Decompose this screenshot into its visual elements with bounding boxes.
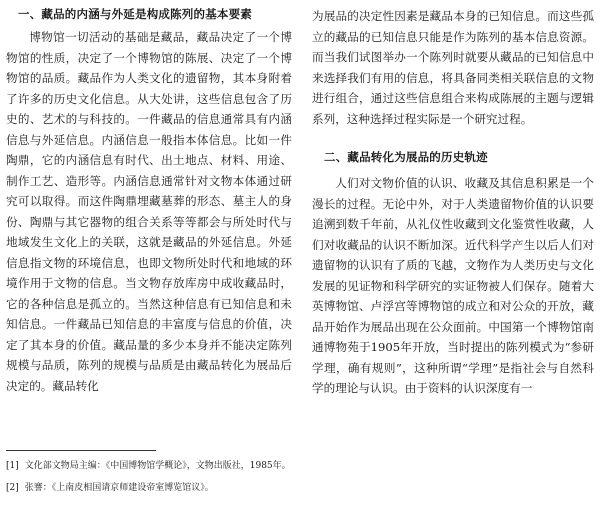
footnote-divider bbox=[6, 450, 156, 451]
footnote-text: 张謇：《上南皮相国请京师建设帝室博览馆议》。 bbox=[24, 483, 214, 493]
footnote-1 bbox=[6, 459, 291, 473]
right-column bbox=[312, 6, 594, 399]
section-heading-1: 一、藏品的内涵与外延是构成陈列的基本要素 bbox=[18, 7, 252, 21]
footnote-mark: [1] bbox=[6, 461, 19, 471]
body-paragraph-continuation: 为展品的决定性因素是藏品本身的已知信息。而这些孤立的藏品的已知信息只能是作为陈列的基本信息资源。而当我们试图举办一个陈列时就要从藏品的已知信息中来选择我们有用的信息，将具备同类相关联信息的文物进行组合，通过这些信息组合来构成陈展的主题与逻辑系列，这种选择过程实际是一个研究过程。 bbox=[312, 9, 594, 126]
body-paragraph-2: 人们对文物价值的认识、收藏及其信息积累是一个漫长的过程。无论中外，对于人类遗留物价值的认识要追溯到数千年前，从礼仪性收藏到文化鉴赏性收藏，人们对收藏品的认识不断加深。近代科学产生以后人们对遗留物的认识有了质的飞越，文物作为人类历史与文化发展的见证物和科学研究的实证物被人们保存。随着大英博物馆、卢浮宫等博物馆的成立和对公众的开放，藏品开始作为展品出现在公众面前。中国第一个博物馆南通博物苑于1905年开放，当时提出的陈列模式为“参研学理，确有规则”，这种所谓“学理”是指社会与自然科学的理论与认识。由于资料的认识深度有一 bbox=[312, 176, 594, 395]
left-column bbox=[6, 6, 292, 396]
body-paragraph-1: 博物馆一切活动的基础是藏品，藏品决定了一个博物馆的性质，决定了一个博物馆的陈展、决定了一个博物馆的品质。藏品作为人类文化的遗留物，其本身附着了许多的历史文化信息。从大处讲，这些信息包含了历史的、艺术的与科技的。一件藏品的信息通常具有内涵信息与外延信息。内涵信息一般指本体信息。比如一件陶鼎，它的内涵信息有时代、出土地点、材料、用途、制作工艺、造形等。内涵信息通常针对文物本体通过研究可以取得。而这件陶鼎埋藏墓葬的形态、墓主人的身份、陶鼎与其它器物的组合关系等等都会与所处时代与地域发生文化上的关联，这就是藏品的外延信息。外延信息指文物的环境信息，也即文物所处时代和地域的环境作用于文物的信息。当文物存放库房中成收藏品时，它的各种信息是孤立的。当然这种信息有已知信息和未知信息。一件藏品已知信息的丰富度与信息的价值，决定了其本身的价值。藏品量的多少本身并不能决定陈列规模与品质，陈列的规模与品质是由藏品转化为展品后决定的。藏品转化 bbox=[6, 30, 292, 393]
section-heading-2: 二、藏品转化为展品的历史轨迹 bbox=[324, 150, 488, 164]
footnote-mark: [2] bbox=[6, 483, 19, 493]
footnote-text: 文化部文物局主编：《中国博物馆学概论》，文物出版社，1985年。 bbox=[24, 461, 291, 471]
footnote-2 bbox=[6, 481, 214, 495]
